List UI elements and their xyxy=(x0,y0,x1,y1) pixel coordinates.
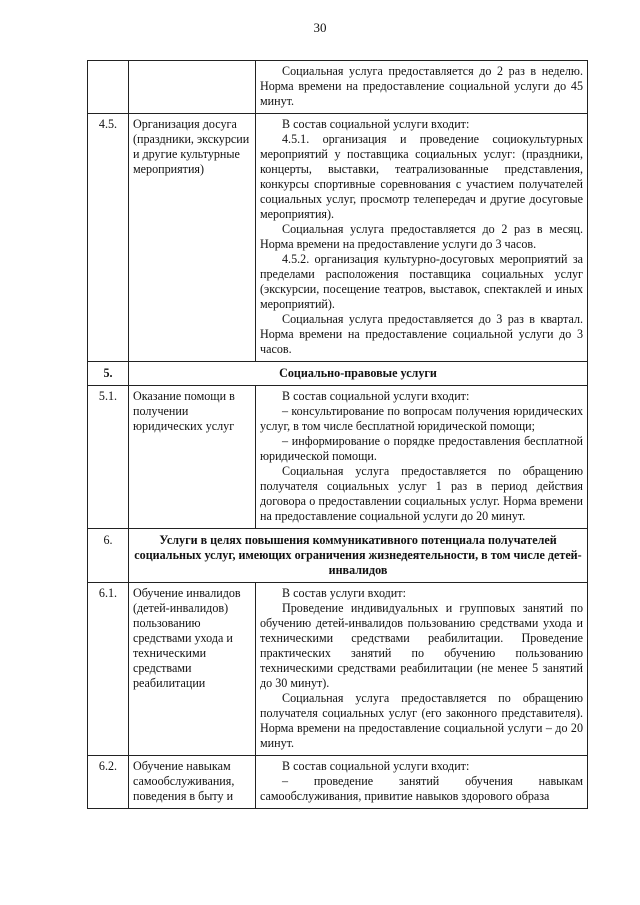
description-paragraph: Проведение индивидуальных и групповых занятий по обучению детей-инвалидов пользованию средствами ухода и техническими средствами реабилитации. Проведение практических занятий по обучению пользованию техническими средствами реабилитации (не менее 5 занятий до 30 минут). xyxy=(260,601,583,690)
row-number: 6.1. xyxy=(88,583,129,756)
description-paragraph: Социальная услуга предоставляется по обращению получателя социальных услуг 1 раз в период действия договора о предоставлении социальных услуг. Норма времени на предоставление социальной услуги до 20 минут. xyxy=(260,464,583,523)
description-paragraph: 4.5.1. организация и проведение социокультурных мероприятий у поставщика социальных услуг: (праздники, концерты, выставки, театрализованные представления, конкурсы спортивные соревнования с участием получателей социальных услуг, просмотр телепередач и другие досуговые мероприятия). xyxy=(260,132,583,221)
section-row xyxy=(88,362,588,386)
description-paragraph: В состав социальной услуги входит: xyxy=(282,389,470,403)
service-description xyxy=(256,583,588,756)
description-paragraph: Социальная услуга предоставляется до 2 раз в неделю. Норма времени на предоставление социальной услуги до 45 минут. xyxy=(260,64,583,108)
service-description xyxy=(256,756,588,809)
description-paragraph: В состав услуги входит: xyxy=(282,586,406,600)
description-paragraph: Социальная услуга предоставляется по обращению получателя социальных услуг (его законного представителя). Норма времени на предоставление социальной услуги – до 20 минут. xyxy=(260,691,583,750)
section-row xyxy=(88,529,588,583)
service-description xyxy=(256,114,588,362)
table-row xyxy=(88,583,588,756)
description-paragraph: – проведение занятий обучения навыкам самообслуживания, привитие навыков здорового образа xyxy=(260,774,583,803)
description-paragraph: Социальная услуга предоставляется до 3 раз в квартал. Норма времени на предоставление социальной услуги до 3 часов. xyxy=(260,312,583,356)
description-paragraph: – консультирование по вопросам получения юридических услуг, в том числе бесплатной юридической помощи; xyxy=(260,404,583,433)
services-table xyxy=(87,60,588,809)
service-name: Организация досуга (праздники, экскурсии и другие культурные мероприятия) xyxy=(129,114,256,362)
row-number: 4.5. xyxy=(88,114,129,362)
section-title: Услуги в целях повышения коммуникативного потенциала получателей социальных услуг, имеющих ограничения жизнедеятельности, в том числе детей-инвалидов xyxy=(129,529,588,583)
service-description xyxy=(256,386,588,529)
service-name xyxy=(129,61,256,114)
description-paragraph: Социальная услуга предоставляется до 2 раз в месяц. Норма времени на предоставление услуги до 3 часов. xyxy=(260,222,583,251)
table-row xyxy=(88,114,588,362)
description-paragraph: В состав социальной услуги входит: xyxy=(282,117,470,131)
row-number: 5.1. xyxy=(88,386,129,529)
section-title: Социально-правовые услуги xyxy=(129,362,588,386)
description-paragraph: – информирование о порядке предоставления бесплатной юридической помощи. xyxy=(260,434,583,463)
service-name: Оказание помощи в получении юридических услуг xyxy=(129,386,256,529)
service-name: Обучение навыкам самообслуживания, поведения в быту и xyxy=(129,756,256,809)
page-number: 30 xyxy=(313,20,327,35)
table-row xyxy=(88,756,588,809)
table-row xyxy=(88,386,588,529)
table-row xyxy=(88,61,588,114)
service-description xyxy=(256,61,588,114)
section-number: 6. xyxy=(88,529,129,583)
row-number xyxy=(88,61,129,114)
section-number: 5. xyxy=(88,362,129,386)
row-number: 6.2. xyxy=(88,756,129,809)
service-name: Обучение инвалидов (детей-инвалидов) пользованию средствами ухода и техническими средствами реабилитации xyxy=(129,583,256,756)
description-paragraph: В состав социальной услуги входит: xyxy=(282,759,470,773)
description-paragraph: 4.5.2. организация культурно-досуговых мероприятий за пределами расположения поставщика социальных услуг (экскурсии, посещение театров, выставок, спектаклей и иных мероприятий). xyxy=(260,252,583,311)
